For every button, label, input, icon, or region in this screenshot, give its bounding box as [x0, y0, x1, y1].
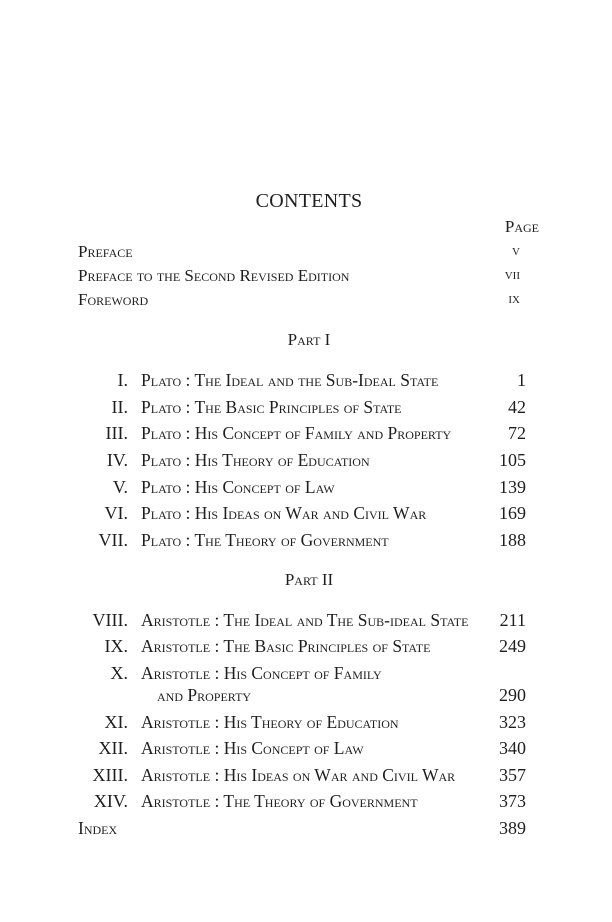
- chapter-number: VII.: [98, 530, 128, 550]
- front-matter-label: Preface: [78, 242, 133, 261]
- chapter-title: Aristotle : The Theory of Government: [141, 791, 418, 811]
- chapter-row: [0, 663, 612, 709]
- chapter-title: Plato : The Ideal and the Sub-Ideal State: [141, 370, 439, 390]
- chapter-page: 188: [499, 530, 526, 550]
- chapter-number: IV.: [106, 450, 128, 470]
- chapter-row: [0, 423, 612, 447]
- chapter-title: Aristotle : His Theory of Education: [141, 712, 399, 732]
- chapter-page: 249: [499, 636, 526, 656]
- chapter-row: [0, 610, 612, 634]
- chapter-number: VI.: [104, 503, 128, 523]
- chapter-number: XI.: [104, 712, 128, 732]
- chapter-number: XIII.: [92, 765, 128, 785]
- index-label: Index: [78, 818, 118, 838]
- chapter-row: [0, 503, 612, 527]
- chapter-number: IX.: [104, 636, 128, 656]
- chapter-title: Plato : The Theory of Government: [141, 530, 389, 550]
- front-matter-row: [78, 242, 520, 264]
- page-column-heading: Page: [504, 217, 539, 236]
- chapter-page: 373: [499, 791, 526, 811]
- front-matter-label: Preface to the Second Revised Edition: [78, 266, 350, 285]
- chapter-number: XII.: [98, 738, 128, 758]
- chapter-number: I.: [117, 370, 128, 390]
- chapter-title: Aristotle : His Concept of Family: [141, 663, 382, 683]
- front-matter-row: [78, 290, 520, 312]
- front-matter-label: Foreword: [78, 290, 149, 309]
- chapter-row: [0, 636, 612, 660]
- page-title: CONTENTS: [255, 190, 363, 212]
- chapter-page: 357: [499, 765, 526, 785]
- index-page: 389: [499, 818, 526, 838]
- chapter-title: Aristotle : The Basic Principles of State: [141, 636, 431, 656]
- front-matter-row: [78, 266, 520, 288]
- chapter-page: 323: [499, 712, 526, 732]
- chapter-title-continuation: and Property: [157, 685, 252, 705]
- chapter-number: V.: [112, 477, 128, 497]
- chapter-page: 169: [499, 503, 526, 523]
- chapter-row: [0, 530, 612, 554]
- chapter-title: Plato : The Basic Principles of State: [141, 397, 402, 417]
- chapter-title: Plato : His Concept of Family and Property: [141, 423, 452, 443]
- chapter-page: 42: [508, 397, 526, 417]
- chapter-page: 105: [499, 450, 526, 470]
- chapter-page: 211: [499, 610, 526, 630]
- chapter-title: Plato : His Ideas on War and Civil War: [141, 503, 427, 523]
- front-matter-page: ix: [508, 291, 520, 307]
- chapter-row: [0, 712, 612, 736]
- chapter-page: 1: [517, 370, 526, 390]
- chapter-row: [0, 765, 612, 789]
- chapter-number: XIV.: [93, 791, 128, 811]
- chapter-row: [0, 370, 612, 394]
- chapter-row: [0, 791, 612, 815]
- chapter-row: [0, 477, 612, 501]
- chapter-row: [0, 450, 612, 474]
- index-row: [0, 818, 612, 842]
- chapter-number: X.: [110, 663, 128, 683]
- part-heading: Part II: [284, 570, 334, 589]
- part-heading: Part I: [287, 330, 331, 349]
- chapter-page: 290: [499, 685, 526, 705]
- chapter-title: Aristotle : The Ideal and The Sub-ideal State: [141, 610, 469, 630]
- chapter-number: VIII.: [92, 610, 128, 630]
- chapter-page: 340: [499, 738, 526, 758]
- chapter-page: 139: [499, 477, 526, 497]
- chapter-number: III.: [105, 423, 128, 443]
- chapter-page: 72: [508, 423, 526, 443]
- front-matter-page: v: [512, 243, 520, 259]
- chapter-title: Plato : His Theory of Education: [141, 450, 370, 470]
- front-matter-page: vii: [504, 267, 520, 283]
- chapter-row: [0, 738, 612, 762]
- chapter-title: Aristotle : His Ideas on War and Civil War: [141, 765, 456, 785]
- chapter-row: [0, 397, 612, 421]
- chapter-title: Plato : His Concept of Law: [141, 477, 335, 497]
- chapter-number: II.: [111, 397, 128, 417]
- chapter-title: Aristotle : His Concept of Law: [141, 738, 364, 758]
